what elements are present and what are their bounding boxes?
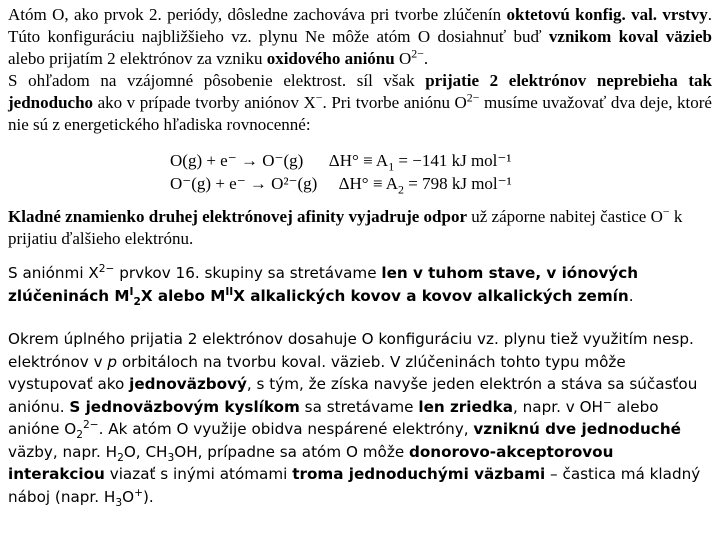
- text: orbitáloch na tvorbu koval. väzieb. V zlúčeninách tohto typu môže vystupovať ako: [8, 352, 626, 393]
- charge: 2−: [411, 46, 424, 61]
- text: prvkov 16. skupiny sa stretávame: [114, 264, 382, 282]
- paragraph-electron-affinity: [8, 206, 712, 250]
- emphasis-monovalent: jednoväzbový: [129, 375, 247, 393]
- text: . Pri tvorbe aniónu O: [322, 93, 467, 112]
- text: – častica má kladný náboj (napr. H: [8, 465, 701, 506]
- emphasis-two-single: vzniknú dve jednoduché: [473, 420, 681, 438]
- charge: 2−: [98, 261, 115, 275]
- text: väzby, napr. H: [8, 442, 118, 461]
- text: ).: [142, 487, 154, 506]
- subscript: 3: [167, 450, 175, 464]
- equation-text: O⁻(g) + e⁻ → O²⁻(g) ΔH° ≡ A: [170, 174, 399, 193]
- charge: 2−: [466, 90, 480, 105]
- text: k prijatiu ďalšieho elektrónu.: [8, 207, 683, 248]
- text: sa stretávame: [299, 397, 419, 416]
- equation-value: = 798 kJ mol⁻¹: [403, 174, 512, 193]
- orbital-p: p: [107, 352, 118, 371]
- text: O, CH: [123, 442, 168, 461]
- equation-value: = −141 kJ mol⁻¹: [394, 151, 512, 170]
- charge: −: [662, 204, 670, 219]
- text: .: [628, 286, 634, 305]
- text: ako v prípade tvorby aniónov X: [93, 93, 316, 112]
- equation-text: O(g) + e⁻ → O⁻(g) ΔH° ≡ A: [170, 151, 389, 170]
- paragraph-x2-anions: [8, 262, 712, 307]
- emphasis-donor-acceptor: donorovo-akceptorovou interakciou: [8, 442, 614, 483]
- subscript: 2: [76, 428, 83, 442]
- text: alebo anióne O: [8, 397, 659, 438]
- text: OH, prípadne sa atóm O môže: [174, 442, 409, 461]
- text: už záporne nabitej častice O: [467, 207, 663, 226]
- paragraph-oxygen-octet: [8, 4, 712, 136]
- text: , napr. v OH: [513, 397, 603, 416]
- text: S ohľadom na vzájomné pôsobenie elektrost. síl však: [8, 71, 426, 90]
- charge: −: [602, 395, 612, 409]
- paragraph-covalent-oxygen: [8, 328, 712, 508]
- text: S aniónmi X: [8, 264, 99, 282]
- text: Okrem úplného prijatia 2 elektrónov dosahuje O konfiguráciu vz. plynu tiež využitím nesp. elektrónov v: [8, 330, 694, 371]
- emphasis-oxide-anion: oxidového aniónu: [266, 49, 395, 68]
- emphasis-covalent-bonds: vznikom koval väzieb: [548, 27, 712, 46]
- text: viazať s inými atómami: [104, 465, 293, 483]
- text: . Túto konfiguráciu najbližšieho vz. plynu Ne môže atóm O dosiahnuť buď: [8, 5, 712, 46]
- charge: 2−: [82, 417, 99, 431]
- emphasis-solid-state: len v tuhom stave, v iónových zlúčeninách $M^I_2X$ alebo $M^{II}X$ alkalických kovov a kovov alkalických zemín: [8, 264, 639, 308]
- equation-2: [170, 173, 710, 196]
- text: .: [423, 49, 429, 68]
- subscript: 2: [117, 450, 124, 464]
- text: Atóm O, ako prvok 2. periódy, dôsledne zachováva pri tvorbe zlúčenín: [8, 5, 507, 24]
- emphasis-not-simple: prijatie 2 elektrónov neprebieha tak jednoducho: [8, 71, 712, 112]
- text: O: [394, 49, 412, 68]
- subscript: 3: [115, 495, 123, 509]
- equation-1: [170, 150, 710, 173]
- text: . Ak atóm O využije obidva nespárené elektróny,: [98, 420, 474, 438]
- text: musíme uvažovať dva deje, ktoré nie sú z energetického hľadiska rovnocenné:: [8, 93, 712, 134]
- emphasis-three-single: troma jednoduchými väzbami: [292, 465, 546, 483]
- text: alebo prijatím 2 elektrónov za vzniku: [8, 49, 267, 68]
- emphasis-positive-sign: Kladné znamienko druhej elektrónovej afinity vyjadruje odpor: [8, 207, 467, 226]
- subscript: 2: [398, 182, 404, 197]
- charge: −: [315, 90, 323, 105]
- emphasis-rarely: len zriedka: [418, 397, 514, 416]
- text: , s tým, že získa navyše jeden elektrón a stáva sa súčasťou aniónu.: [8, 375, 698, 416]
- emphasis-octet: oktetovú konfig. val. vrstvy: [506, 5, 708, 24]
- equations: [170, 150, 710, 196]
- text: O: [122, 487, 135, 506]
- emphasis-monovalent-oxygen: S jednoväzbovým kyslíkom: [69, 397, 300, 416]
- charge: +: [134, 485, 143, 499]
- subscript: 1: [388, 159, 395, 174]
